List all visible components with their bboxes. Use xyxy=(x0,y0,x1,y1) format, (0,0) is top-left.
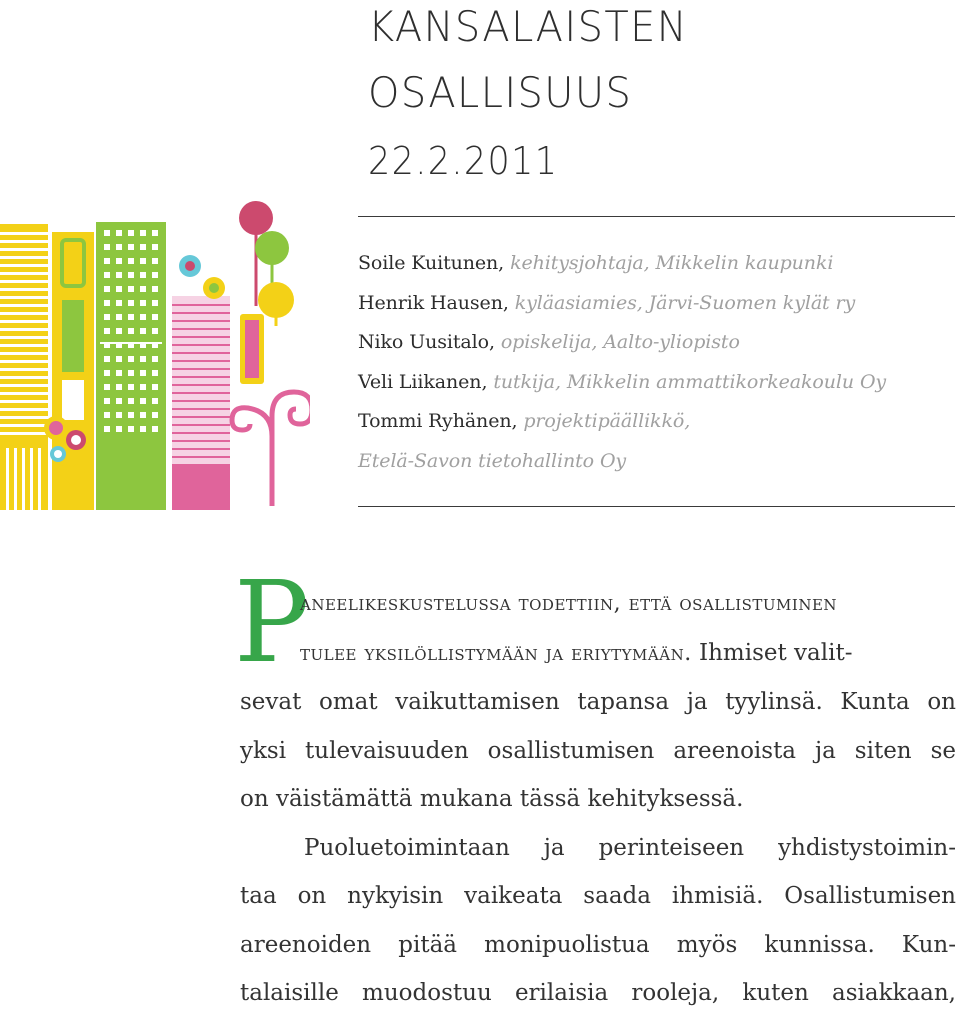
article-line: sevat omat vaikuttamisen tapansa ja tyylinsä. Kunta on xyxy=(240,689,956,715)
drop-cap: P xyxy=(234,558,310,688)
page-title-line-2: OSALLISUUS xyxy=(368,68,633,117)
article-line xyxy=(240,629,956,679)
top-divider xyxy=(358,216,955,217)
article-text: Ihmiset valit- xyxy=(691,639,853,666)
panelist-role: projektipäällikkö, xyxy=(517,410,691,432)
bottom-divider xyxy=(358,506,955,507)
panelist-item xyxy=(358,284,958,324)
article-body xyxy=(240,580,956,1018)
panelist-role: kyläasiamies, Järvi-Suomen kylät ry xyxy=(508,291,856,314)
article-lead-line: aneelikeskustelussa todettiin, että osallistuminen xyxy=(300,591,838,616)
panelist-role: Etelä-Savon tietohallinto Oy xyxy=(358,449,627,472)
panelist-item xyxy=(358,402,958,442)
panelist-name: Soile Kuitunen, xyxy=(358,252,505,274)
article-line: Puoluetoimintaan ja perinteiseen yhdistystoimin- xyxy=(304,834,956,861)
panelist-item xyxy=(358,363,958,403)
article-line: taa on nykyisin vaikeata saada ihmisiä. Osallistumisen xyxy=(240,883,956,909)
article-line: areenoiden pitää monipuolistua myös kunnissa. Kun- xyxy=(240,931,956,958)
panelist-name: Tommi Ryhänen, xyxy=(358,410,518,432)
article-line: yksi tulevaisuuden osallistumisen areenoista ja siten se xyxy=(240,737,956,764)
panelist-role: tutkija, Mikkelin ammattikorkeakoulu Oy xyxy=(487,370,887,393)
panelist-item xyxy=(358,244,958,284)
panelist-list xyxy=(358,244,958,481)
article-line: talaisille muodostuu erilaisia rooleja, kuten asiakkaan, xyxy=(240,980,956,1006)
panelist-item xyxy=(358,323,958,363)
page-title-line-1: KANSALAISTEN xyxy=(368,2,689,51)
event-date: 22.2.2011 xyxy=(368,139,559,183)
article-line: on väistämättä mukana tässä kehityksessä. xyxy=(240,786,744,812)
panelist-role: opiskelija, Aalto-yliopisto xyxy=(494,331,740,353)
panelist-name: Niko Uusitalo, xyxy=(358,331,495,353)
panelist-item xyxy=(358,442,958,482)
panelist-name: Veli Liikanen, xyxy=(358,370,488,393)
city-illustration xyxy=(0,196,310,510)
panelist-role: kehitysjohtaja, Mikkelin kaupunki xyxy=(504,252,834,274)
article-lead-line: tulee yksilöllistymään ja eriytymään. xyxy=(300,640,692,666)
panelist-name: Henrik Hausen, xyxy=(358,291,509,314)
